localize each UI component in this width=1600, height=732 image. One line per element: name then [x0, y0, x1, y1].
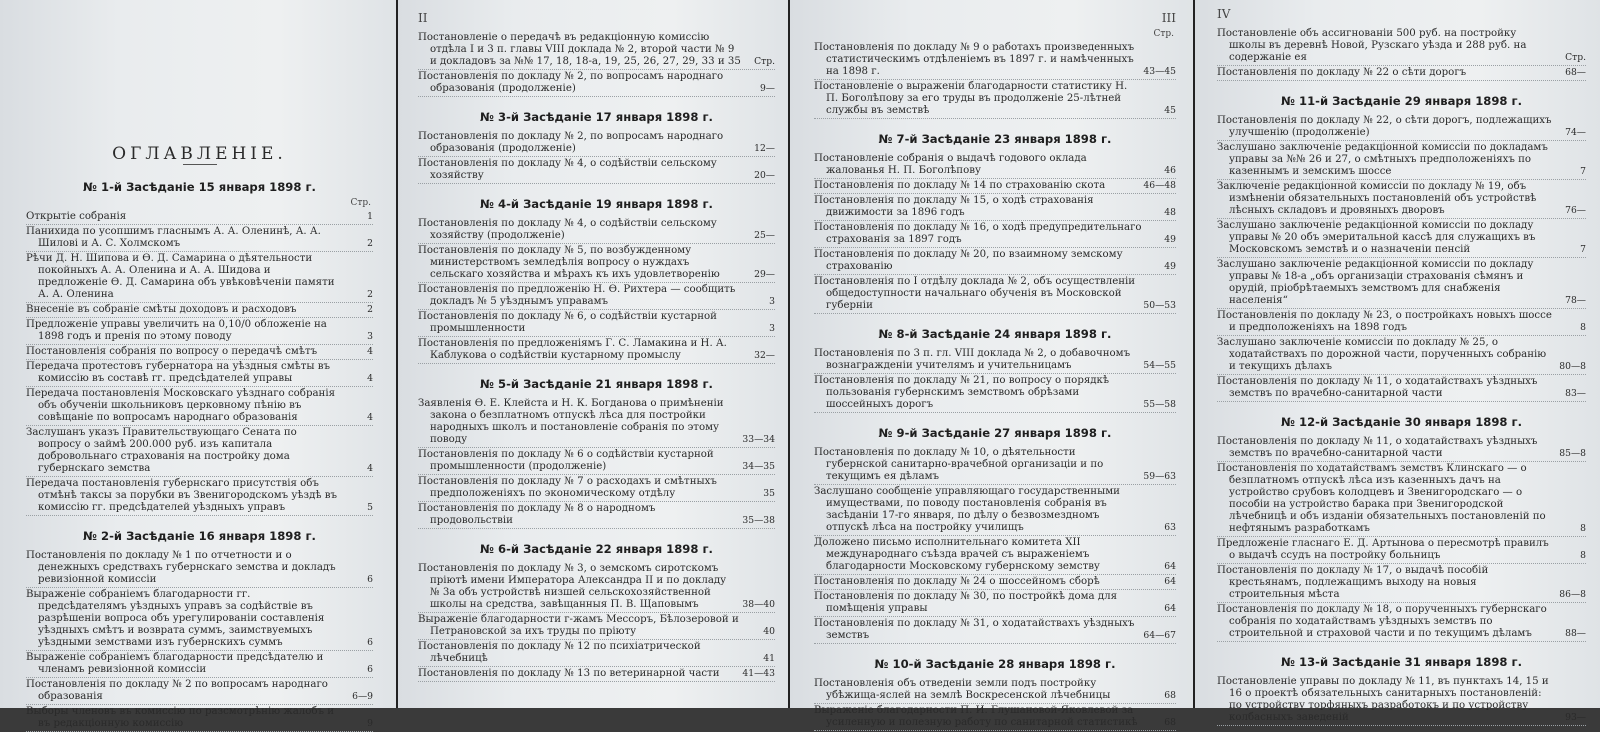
toc-entry-page: 55—58: [1143, 399, 1176, 410]
toc-entry-page: 76—: [1565, 205, 1586, 216]
entry-divider: [1217, 308, 1586, 309]
toc-entry: [814, 447, 1176, 483]
toc-entry-text: Постановленіе собранія о выдачѣ годового оклада жалованья Н. П. Боголѣпову: [814, 153, 1087, 176]
toc-entry-text: Передача постановленія губернскаго присутствія объ отмѣнѣ таксы за порубки въ Звенигородскомъ уѣздѣ въ комиссію гг. предсѣдателей уѣздныхъ управъ: [26, 478, 337, 513]
toc-entry: [26, 346, 373, 358]
entry-divider: [418, 69, 775, 70]
session-heading: № 6-й Засѣданіе 22 января 1898 г.: [480, 542, 713, 556]
toc-entry: [418, 614, 775, 638]
toc-entry-text: Постановленія по докладу № 23, о постройкахъ новыхъ шоссе и предположеніяхъ на 1898 годъ: [1217, 310, 1552, 333]
toc-entry: [814, 180, 1176, 192]
page-column-label: Стр.: [1153, 29, 1174, 39]
entry-divider: [1217, 725, 1586, 726]
toc-entry-text: Выраженіе собраніемъ благодарности предсѣдателю и членамъ ревизіонной комиссіи: [26, 652, 324, 675]
toc-entry: [418, 338, 775, 362]
session-heading: № 4-й Засѣданіе 19 января 1898 г.: [480, 197, 713, 211]
toc-entry-text: Постановленія по докладу № 22 о сѣти дорогъ: [1217, 67, 1467, 78]
toc-entry: [1217, 376, 1586, 400]
toc-entry-text: Постановленія по докладу № 14 по страхованію скота: [814, 180, 1106, 191]
toc-entry: [814, 249, 1176, 273]
toc-entry: [1217, 337, 1586, 373]
entry-divider: [418, 612, 775, 613]
toc-entry-text: Открытіе собранія: [26, 211, 127, 222]
toc-entry: [814, 618, 1176, 642]
entry-divider: [1217, 602, 1586, 603]
toc-entry: [26, 706, 373, 730]
toc-entry-page: 49: [1164, 261, 1176, 272]
toc-entry: [814, 276, 1176, 312]
toc-entry: [418, 449, 775, 473]
toc-entry-text: Постановленія по докладу № 16, о ходѣ предупредительнаго страхованія за 1897 годъ: [814, 222, 1142, 245]
toc-entry-text: Постановленія по докладу № 15, о ходѣ страхованія движимости за 1896 годъ: [814, 195, 1094, 218]
entry-divider: [814, 616, 1176, 617]
toc-entry-text: Постановленія по ходатайствамъ земствъ Клинскаго — о безплатномъ отпускѣ лѣса изъ казенныхъ дачъ на устройство срубовъ колодцевъ и Звенигородскаго — о пособіи на устройство барака при Звенигородской лѣчебницѣ и объ изданіи обязательныхъ постановленій по нефтянымъ разработкамъ: [1217, 463, 1546, 534]
toc-entry-text: Постановленія по докладу № 10, о дѣятельности губернской санитарно-врачебной организаціи и по текущимъ ея дѣламъ: [814, 447, 1104, 482]
toc-entry-page: 6: [367, 664, 373, 675]
session-heading: № 10-й Засѣданіе 28 января 1898 г.: [874, 657, 1116, 671]
toc-entry-text: Предложеніе гласнаго Е. Д. Артынова о пересмотрѣ правилъ о выдачѣ ссудъ на постройку больницъ: [1217, 538, 1549, 561]
entry-divider: [814, 589, 1176, 590]
toc-entry: [26, 319, 373, 343]
entry-divider: [814, 535, 1176, 536]
entry-divider: [814, 703, 1176, 704]
toc-entry-page: 93—: [1565, 712, 1586, 723]
entry-divider: [26, 677, 373, 678]
session-heading: № 2-й Засѣданіе 16 января 1898 г.: [83, 529, 316, 543]
toc-entry-page: 32—: [754, 350, 775, 361]
toc-entry-text: Постановленія по докладу № 20, по взаимному земскому страхованію: [814, 249, 1123, 272]
entry-divider: [814, 730, 1176, 731]
toc-entry-text: Постановленія по докладу № 2, по вопросамъ народнаго образованія (продолженіе): [418, 131, 724, 154]
entry-divider: [814, 373, 1176, 374]
toc-entry-text: Доложено письмо исполнительнаго комитета XII международнаго съѣзда врачей съ выраженіемъ благодарности Московскому губернскому земству: [814, 537, 1100, 572]
toc-entry-text: Заслушано заключеніе комиссіи по докладу № 25, о ходатайствахъ по дорожной части, порученныхъ собранію и текущихъ дѣлахъ: [1217, 337, 1547, 372]
toc-entry-text: Предложеніе управы увеличить на 0,10/0 обложеніе на 1898 годъ и пренія по этому поводу: [26, 319, 327, 342]
toc-entry: [26, 550, 373, 586]
toc-entry-text: Постановленія объ отведеніи земли подъ постройку убѣжища-яслей на землѣ Воскресенской лѣчебницы: [814, 678, 1111, 701]
page-number: IV: [1217, 7, 1231, 21]
toc-entry: [1217, 604, 1586, 640]
entry-divider: [1217, 80, 1586, 81]
toc-entry: [1217, 676, 1586, 724]
toc-entry-page: 74—: [1565, 127, 1586, 138]
entry-divider: [418, 528, 775, 529]
toc-entry-text: Постановленіе о передачѣ въ редакціонную комиссію отдѣла I и 3 п. главы VIII доклада № 2, второй части № 9 и докладовъ за №№ 17, 18, 18-а, 19, 25, 26, 27, 29, 33 и 35: [418, 32, 741, 67]
toc-entry-text: Постановленія по докладу № 31, о ходатайствахъ уѣздныхъ земствъ: [814, 618, 1135, 641]
toc-entry-page: 3: [769, 296, 775, 307]
entry-divider: [418, 282, 775, 283]
toc-entry-page: 80—8: [1559, 361, 1586, 372]
toc-entry: [418, 668, 775, 680]
toc-entry-text: Постановленія по докладу № 9 о работахъ произведенныхъ статистическимъ отдѣленіемъ въ 1897 г. и намѣченныхъ на 1898 г.: [814, 42, 1135, 77]
toc-entry: [1217, 310, 1586, 334]
toc-entry-text: Постановленія по докладу № 5, по возбужденному министерствомъ земледѣлія вопросу о нуждахъ сельскаго хозяйства и мѣрахъ къ ихъ удовлетворенію: [418, 245, 720, 280]
toc-entry-page: 48: [1164, 207, 1176, 218]
entry-divider: [1217, 641, 1586, 642]
toc-entry: [814, 153, 1176, 177]
entry-divider: [814, 574, 1176, 575]
toc-entry: [1217, 565, 1586, 601]
toc-entry-page: 8: [1580, 550, 1586, 561]
toc-entry-page: 64: [1164, 561, 1176, 572]
toc-entry: [418, 32, 775, 68]
toc-entry-text: Выраженіе благодарности П. И. Глушановой-Яковлевой за усиленную и полезную работу по санитарной статистикѣ: [814, 705, 1138, 728]
toc-entry-page: 4: [367, 463, 373, 474]
toc-entry-text: Постановленія по предложенію Н. Ѳ. Рихтера — сообщить докладъ № 5 уѣзднымъ управамъ: [418, 284, 736, 307]
session-heading: № 12-й Засѣданіе 30 января 1898 г.: [1281, 415, 1522, 429]
toc-entry-page: 7: [1580, 244, 1586, 255]
entry-divider: [26, 344, 373, 345]
toc-entry-page: 4: [367, 373, 373, 384]
toc-entry-page: 40: [763, 626, 775, 637]
toc-entry: [26, 226, 373, 250]
entry-divider: [418, 447, 775, 448]
toc-entry-page: 59—63: [1143, 471, 1176, 482]
toc-entry-page: 43—45: [1143, 66, 1176, 77]
toc-entry-text: Заслушанъ указъ Правительствующаго Сената по вопросу о займѣ 200.000 руб. изъ капитала добровольнаго страхованія на постройку дома губернскаго земства: [26, 427, 297, 474]
session-heading: № 11-й Засѣданіе 29 января 1898 г.: [1281, 94, 1522, 108]
toc-entry-text: Передача протестовъ губернатора на уѣздныя смѣты въ комиссію въ составѣ гг. предсѣдателей управы: [26, 361, 330, 384]
toc-entry-page: 54—55: [1143, 360, 1176, 371]
entry-divider: [814, 220, 1176, 221]
entry-divider: [418, 336, 775, 337]
entry-divider: [26, 224, 373, 225]
toc-entry-text: Постановленія по докладу № 24 о шоссейномъ сборѣ: [814, 576, 1100, 587]
toc-entry-text: Заслушано заключеніе редакціонной комиссіи по докладу управы № 18-а „объ организаціи страхованія сѣмянъ и орудій, пріобрѣтаемыхъ земствомъ для снабженія населенія“: [1217, 259, 1534, 306]
toc-entry-page: 25—: [754, 230, 775, 241]
toc-entry: [418, 311, 775, 335]
toc-entry-text: Заявленія Ѳ. Е. Клейста и Н. К. Богданова о примѣненіи закона о безплатномъ отпускѣ лѣса для постройки народныхъ школъ и постановленіе собранія по этому поводу: [418, 398, 724, 445]
toc-entry-page: 1: [367, 211, 373, 222]
entry-divider: [1217, 140, 1586, 141]
toc-entry-text: Выборы членовъ въ комиссію по разсмотрѣнію жалобъ и въ редакціонную комиссію: [26, 706, 335, 729]
entry-divider: [814, 193, 1176, 194]
entry-divider: [26, 425, 373, 426]
toc-entry-page: 68: [1164, 690, 1176, 701]
toc-entry-page: 3: [367, 331, 373, 342]
toc-entry: [814, 42, 1176, 78]
entry-divider: [418, 96, 775, 97]
entry-divider: [418, 156, 775, 157]
toc-entry: [814, 222, 1176, 246]
entry-divider: [26, 317, 373, 318]
toc-entry-text: Постановленія по докладу № 17, о выдачѣ пособій крестьянамъ, подлежащимъ выходу на новыя строительныя мѣста: [1217, 565, 1489, 600]
toc-entry-text: Постановленія по докладу № 1 по отчетности и о денежныхъ средствахъ губернскаго земства и докладъ ревизіонной комиссіи: [26, 550, 336, 585]
entry-divider: [26, 704, 373, 705]
toc-entry-text: Выраженіе благодарности г-жамъ Мессоръ, Бѣлозеровой и Петрановской за ихъ труды по пріюту: [418, 614, 739, 637]
toc-entry: [814, 348, 1176, 372]
toc-entry-page: 12—: [754, 143, 775, 154]
entry-divider: [26, 302, 373, 303]
page-number: II: [418, 11, 428, 25]
entry-divider: [26, 515, 373, 516]
entry-divider: [26, 359, 373, 360]
toc-entry-text: Постановленія по докладу № 13 по ветеринарной части: [418, 668, 720, 679]
entry-divider: [1217, 461, 1586, 462]
entry-divider: [1217, 179, 1586, 180]
toc-entry-page: 8: [1580, 322, 1586, 333]
toc-entry-page: 33—34: [742, 434, 775, 445]
toc-entry-page: 2: [367, 238, 373, 249]
page-number: III: [1161, 11, 1176, 25]
session-heading: № 9-й Засѣданіе 27 января 1898 г.: [878, 426, 1112, 440]
toc-entry-page: 38—40: [742, 599, 775, 610]
toc-entry: [26, 478, 373, 514]
toc-entry: [26, 361, 373, 385]
entry-divider: [418, 501, 775, 502]
toc-entry: [1217, 436, 1586, 460]
toc-entry-text: Постановленія по докладу № 6, о содѣйствіи кустарной промышленности: [418, 311, 717, 334]
entry-divider: [814, 247, 1176, 248]
toc-entry: [418, 563, 775, 611]
session-heading: № 5-й Засѣданіе 21 января 1898 г.: [480, 377, 713, 391]
toc-entry: [814, 678, 1176, 702]
toc-entry-page: 35: [763, 488, 775, 499]
toc-entry-text: Постановленіе объ ассигнованіи 500 руб. на постройку школы въ деревнѣ Новой, Рузскаго уѣзда и 288 руб. на содержаніе ея: [1217, 28, 1527, 63]
toc-entry-page: 29—: [754, 269, 775, 280]
toc-entry: [1217, 538, 1586, 562]
toc-entry: [418, 284, 775, 308]
toc-title: ОГЛАВЛЕНІЕ.: [112, 144, 287, 164]
toc-entry-page: 6—9: [352, 691, 373, 702]
toc-entry-page: Стр.: [754, 56, 775, 67]
toc-entry-text: Постановленія по докладу № 11, о ходатайствахъ уѣздныхъ земствъ по врачебно-санитарной части: [1217, 436, 1538, 459]
toc-entry-text: Постановленіе управы по докладу № 11, въ пунктахъ 14, 15 и 16 о проектѣ обязательныхъ санитарныхъ постановленій: по устройству торфяныхъ разработокъ и по устройству колбасныхъ заведеній: [1217, 676, 1549, 723]
session-heading: № 7-й Засѣданіе 23 января 1898 г.: [878, 132, 1112, 146]
entry-divider: [418, 681, 775, 682]
toc-entry-text: Постановленія по предложеніямъ Г. С. Ламакина и Н. А. Каблукова о содѣйствіи кустарному промыслу: [418, 338, 727, 361]
toc-entry-text: Выраженіе собраніемъ благодарности гг. предсѣдателямъ уѣздныхъ управъ за содѣйствіе въ разрѣшеніи вопроса объ урегулированіи составленія уѣздныхъ смѣтъ и возврата суммъ, заимствуемыхъ уѣздными земствами изъ губернскихъ суммъ: [26, 589, 325, 648]
toc-entry: [418, 503, 775, 527]
toc-entry-text: Постановленія по докладу № 2 по вопросамъ народнаго образованія: [26, 679, 328, 702]
toc-entry: [418, 245, 775, 281]
toc-entry-page: 49: [1164, 234, 1176, 245]
toc-entry-page: 8: [1580, 523, 1586, 534]
toc-entry: [418, 158, 775, 182]
toc-entry-text: Постановленія по докладу № 21, по вопросу о порядкѣ пользованія губернскимъ земствомъ обрѣзами шоссейныхъ дорогъ: [814, 375, 1110, 410]
toc-entry: [814, 81, 1176, 117]
entry-divider: [26, 587, 373, 588]
toc-entry-text: Панихида по усопшимъ гласнымъ А. А. Оленинѣ, А. А. Шилові и А. С. Холмскомъ: [26, 226, 321, 249]
entry-divider: [418, 363, 775, 364]
page-number: [26, 18, 373, 32]
toc-entry: [814, 576, 1176, 588]
toc-entry-page: 64: [1164, 576, 1176, 587]
toc-entry-text: Постановленіе о выраженіи благодарности статистику Н. П. Боголѣпову за его труды въ продолженіе 25-лѣтней службы въ земствѣ: [814, 81, 1128, 116]
toc-entry-page: 64—67: [1143, 630, 1176, 641]
entry-divider: [814, 643, 1176, 644]
toc-entry: [814, 537, 1176, 573]
toc-entry: [26, 388, 373, 424]
toc-entry: [814, 591, 1176, 615]
toc-entry: [26, 253, 373, 301]
entry-divider: [1217, 536, 1586, 537]
entry-divider: [418, 666, 775, 667]
entry-divider: [814, 412, 1176, 413]
toc-entry-page: 68: [1164, 717, 1176, 728]
entry-divider: [418, 183, 775, 184]
toc-entry-page: 7: [1580, 166, 1586, 177]
toc-entry-text: Постановленія по докладу № 22, о сѣти дорогъ, подлежащихъ улучшенію (продолженіе): [1217, 115, 1552, 138]
page-3: [790, 0, 1194, 728]
toc-entry-page: 83—: [1565, 388, 1586, 399]
toc-entry-text: Постановленія по докладу № 18, о порученныхъ губернскаго собранія по ходатайствамъ уѣздныхъ земствъ по строительной и страховой части и по текущимъ дѣламъ: [1217, 604, 1547, 639]
toc-entry: [26, 652, 373, 676]
toc-entry-text: Постановленія по 3 п. гл. VIII доклада № 2, о добавочномъ вознагражденіи учителямъ и учительницамъ: [814, 348, 1131, 371]
entry-divider: [814, 178, 1176, 179]
entry-divider: [1217, 65, 1586, 66]
entry-divider: [1217, 335, 1586, 336]
entry-divider: [1217, 374, 1586, 375]
entry-divider: [26, 650, 373, 651]
toc-entry-page: 86—8: [1559, 589, 1586, 600]
entry-divider: [814, 118, 1176, 119]
toc-entry-page: 46: [1164, 165, 1176, 176]
toc-entry-page: 64: [1164, 603, 1176, 614]
entry-divider: [814, 79, 1176, 80]
toc-entry: [1217, 463, 1586, 535]
toc-entry: [418, 398, 775, 446]
toc-entry-page: 46—48: [1143, 180, 1176, 191]
entry-divider: [26, 251, 373, 252]
entry-divider: [418, 243, 775, 244]
toc-entry-text: Постановленія по докладу № 11, о ходатайствахъ уѣздныхъ земствъ по врачебно-санитарной части: [1217, 376, 1538, 399]
toc-entry-text: Заслушано заключеніе редакціонной комиссіи по докладу управы № 20 объ эмеритальной кассѣ для служащихъ въ Московскомъ земствѣ и о назначеніи пенсій: [1217, 220, 1536, 255]
toc-entry-page: 34—35: [742, 461, 775, 472]
page-1: [0, 0, 397, 729]
session-heading: № 8-й Засѣданіе 24 января 1898 г.: [878, 327, 1112, 341]
entry-divider: [418, 309, 775, 310]
toc-entry-page: 6: [367, 637, 373, 648]
toc-entry: [814, 375, 1176, 411]
title-rule: [183, 164, 217, 165]
toc-entry-page: 9—: [759, 83, 775, 94]
toc-entry-page: 2: [367, 289, 373, 300]
toc-entry: [26, 679, 373, 703]
toc-entry-page: 41: [763, 653, 775, 664]
entry-divider: [418, 474, 775, 475]
toc-entry: [1217, 142, 1586, 178]
entry-divider: [26, 386, 373, 387]
page-column-label: Стр.: [350, 198, 371, 208]
toc-entry-text: Заслушано сообщеніе управляющаго государственными имуществами, по поводу постановленія собранія въ засѣданіи 17-го января, по дѣлу о безвозмездномъ отпускѣ лѣса на постройку училищъ: [814, 486, 1120, 533]
toc-entry: [814, 195, 1176, 219]
entry-divider: [1217, 218, 1586, 219]
entry-divider: [26, 476, 373, 477]
toc-entry: [1217, 259, 1586, 307]
toc-entry-text: Постановленія по докладу № 4, о содѣйствіи сельскому хозяйству: [418, 158, 717, 181]
entry-divider: [418, 639, 775, 640]
toc-entry-page: 6: [367, 574, 373, 585]
toc-entry-text: Постановленія по докладу № 8 о народномъ продовольствіи: [418, 503, 656, 526]
toc-entry: [418, 641, 775, 665]
toc-entry-page: 2: [367, 304, 373, 315]
page-4: [1195, 0, 1600, 723]
toc-entry: [26, 304, 373, 316]
toc-entry-page: 88—: [1565, 628, 1586, 639]
toc-entry-page: 78—: [1565, 295, 1586, 306]
entry-divider: [1217, 563, 1586, 564]
toc-entry: [418, 218, 775, 242]
toc-entry-text: Постановленія по докладу № 3, о земскомъ сиротскомъ пріютѣ имени Императора Александра II и по докладу № 3а объ устройствѣ низшей сельскохозяйственной школы на средства, завѣщанныя П. В. Щаповымъ: [418, 563, 727, 610]
toc-entry-text: Рѣчи Д. Н. Шипова и Ѳ. Д. Самарина о дѣятельности покойныхъ А. А. Оленина и А. А. Шидова и предложеніе Ѳ. Д. Самарина объ увѣковѣченіи памяти А. А. Оленина: [26, 253, 335, 300]
toc-entry-page: 3: [769, 323, 775, 334]
toc-entry: [814, 705, 1176, 729]
toc-entry-page: 20—: [754, 170, 775, 181]
toc-entry-text: Постановленія по докладу № 6 о содѣйствіи кустарной промышленности (продолженіе): [418, 449, 714, 472]
session-heading: № 3-й Засѣданіе 17 января 1898 г.: [480, 110, 713, 124]
toc-entry-page: 63: [1164, 522, 1176, 533]
toc-entry-page: 9: [367, 718, 373, 729]
toc-entry-page: 68—: [1565, 67, 1586, 78]
toc-entry: [418, 131, 775, 155]
toc-entry: [1217, 181, 1586, 217]
toc-entry: [418, 71, 775, 95]
toc-entry-page: 41—43: [742, 668, 775, 679]
toc-entry-text: Заключеніе редакціонной комиссіи по докладу № 19, объ измѣненіи обязательныхъ постановленій объ устройствѣ лѣсныхъ складовъ и дровяныхъ дворовъ: [1217, 181, 1537, 216]
entry-divider: [814, 274, 1176, 275]
toc-entry-text: Постановленія по I отдѣлу доклада № 2, объ осуществленіи общедоступности начальнаго обученія въ Московской губерніи: [814, 276, 1136, 311]
toc-entry-page: 50—53: [1143, 300, 1176, 311]
session-heading: № 13-й Засѣданіе 31 января 1898 г.: [1281, 655, 1522, 669]
toc-entry-text: Постановленія по докладу № 30, по постройкѣ дома для помѣщенія управы: [814, 591, 1118, 614]
toc-entry-page: 45: [1164, 105, 1176, 116]
toc-entry-page: Стр.: [1565, 52, 1586, 63]
toc-entry-text: Постановленія по докладу № 7 о расходахъ и смѣтныхъ предположеніяхъ по экономическому отдѣлу: [418, 476, 717, 499]
toc-entry: [418, 476, 775, 500]
toc-entry-text: Внесеніе въ собраніе смѣты доходовъ и расходовъ: [26, 304, 297, 315]
toc-entry: [1217, 220, 1586, 256]
toc-entry: [26, 589, 373, 649]
toc-entry-page: 4: [367, 412, 373, 423]
toc-entry-text: Постановленія по докладу № 4, о содѣйствіи сельскому хозяйству (продолженіе): [418, 218, 717, 241]
toc-entry: [1217, 115, 1586, 139]
toc-entry: [1217, 67, 1586, 79]
page-2: [398, 0, 789, 708]
entry-divider: [1217, 257, 1586, 258]
toc-entry-text: Постановленія по докладу № 2, по вопросамъ народнаго образованія (продолженіе): [418, 71, 724, 94]
toc-entry: [26, 427, 373, 475]
entry-divider: [814, 484, 1176, 485]
toc-entry-page: 35—38: [742, 515, 775, 526]
session-heading: № 1-й Засѣданіе 15 января 1898 г.: [83, 180, 316, 194]
toc-entry-page: 5: [367, 502, 373, 513]
toc-entry: [26, 211, 373, 223]
toc-entry: [814, 486, 1176, 534]
toc-entry-text: Постановленія по докладу № 12 по психіатрической лѣчебницѣ: [418, 641, 701, 664]
toc-entry: [1217, 28, 1586, 64]
toc-entry-text: Передача постановленія Московскаго уѣзднаго собранія объ обученіи школьниковъ церковному пѣнію въ совѣщаніе по вопросамъ народнаго образованія: [26, 388, 336, 423]
toc-entry-page: 85—8: [1559, 448, 1586, 459]
entry-divider: [1217, 401, 1586, 402]
toc-entry-text: Заслушано заключеніе редакціонной комиссіи по докладамъ управы за №№ 26 и 27, о смѣтныхъ предположеніяхъ по казеннымъ и земскимъ шоссе: [1217, 142, 1548, 177]
toc-entry-text: Постановленія собранія по вопросу о передачѣ смѣтъ: [26, 346, 318, 357]
toc-entry-page: 4: [367, 346, 373, 357]
entry-divider: [814, 313, 1176, 314]
